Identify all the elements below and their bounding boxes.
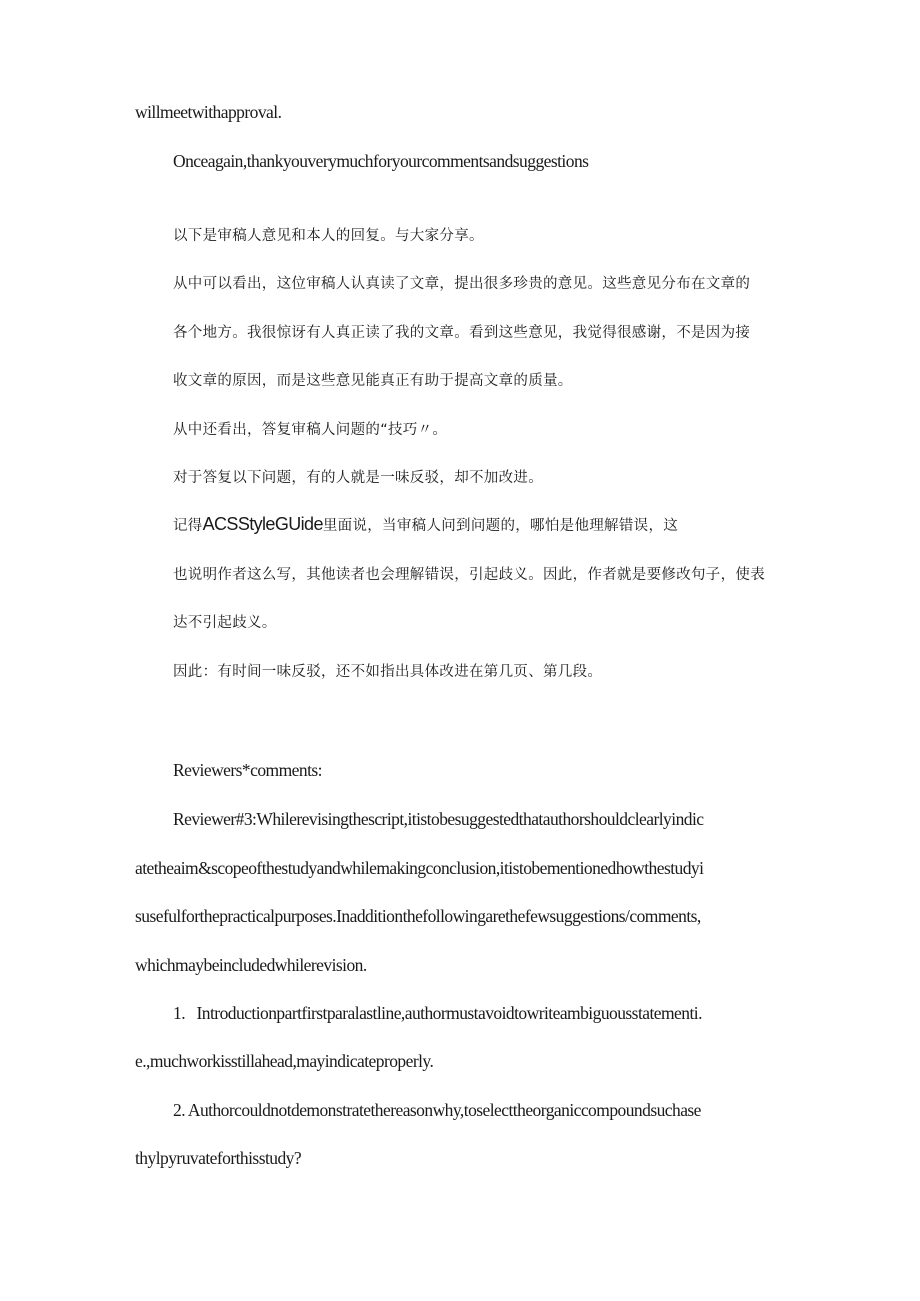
text-line: 从中可以看出，这位审稿人认真读了文章，提出很多珍贵的意见。这些意见分布在文章的 — [173, 276, 751, 292]
text-line: atetheaim&scopeofthestudyandwhilemakingconclusion,itistobementionedhowthestudyi — [135, 858, 704, 878]
text-fragment: 里面说，当审稿人问到问题的，哪怕是他理解错误，这 — [322, 518, 679, 534]
list-item: 2. Authorcouldnotdemonstratethereasonwhy,toselecttheorganiccompoundsuchase — [173, 1100, 701, 1120]
text-line: Onceagain,thankyouverymuchforyourcommentsandsuggestions — [173, 151, 589, 171]
text-fragment: ACSStyleGUide — [202, 514, 323, 534]
text-line — [173, 514, 678, 535]
text-line: 以下是审稿人意见和本人的回复。与大家分享。 — [173, 228, 484, 244]
text-line: susefulforthepracticalpurposes.Inadditionthefollowingarethefewsuggestions/comments, — [135, 906, 701, 926]
text-line: Reviewer#3:Whilerevisingthescript,itistobesuggestedthatauthorshouldclearlyindic — [173, 809, 704, 829]
text-line: whichmaybeincludedwhilerevision. — [135, 955, 367, 975]
text-line: 收文章的原因，而是这些意见能真正有助于提高文章的质量。 — [173, 373, 573, 389]
text-line: 对于答复以下问题，有的人就是一味反驳，却不加改进。 — [173, 470, 543, 486]
text-line: thylpyruvateforthisstudy? — [135, 1148, 302, 1168]
text-line: 从中还看出，答复审稿人问题的“技巧〃。 — [173, 422, 448, 438]
text-line: 也说明作者这么写，其他读者也会理解错误，引起歧义。因此，作者就是要修改句子，使表 — [173, 567, 765, 583]
text-fragment: 记得 — [173, 518, 203, 534]
text-line: 达不引起歧义。 — [173, 615, 277, 631]
text-line: 因此：有时间一味反驳，还不如指出具体改进在第几页、第几段。 — [173, 664, 603, 680]
text-line: Reviewers*comments: — [173, 760, 322, 780]
text-line: 各个地方。我很惊讶有人真正读了我的文章。看到这些意见，我觉得很感谢，不是因为接 — [173, 325, 751, 341]
text-line: e.,muchworkisstillahead,mayindicateproperly. — [135, 1051, 434, 1071]
list-item: 1. Introductionpartfirstparalastline,authormustavoidtowriteambiguousstatementi. — [173, 1003, 702, 1023]
text-line: willmeetwithapproval. — [135, 102, 282, 122]
